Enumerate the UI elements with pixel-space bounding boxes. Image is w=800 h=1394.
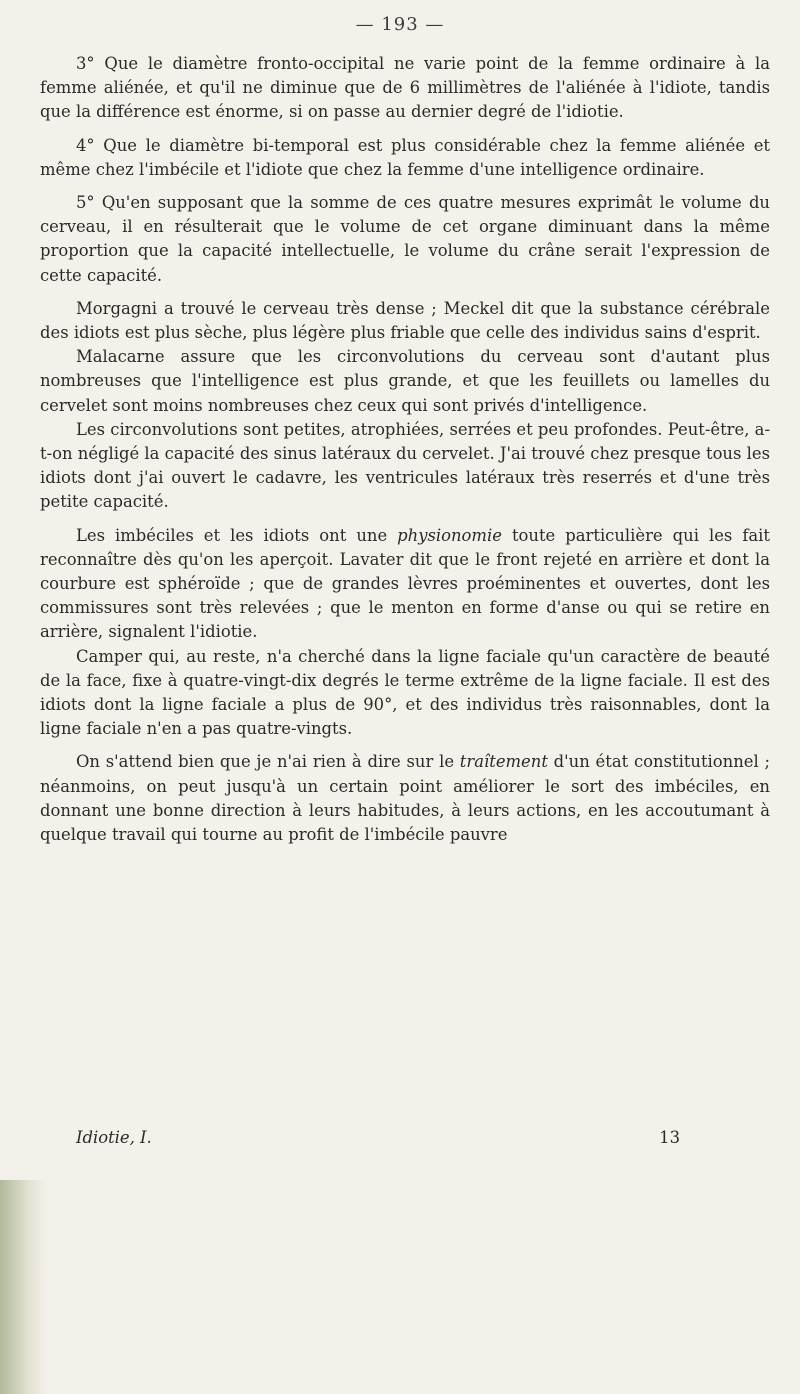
page-number: — 193 — [355,14,445,35]
paragraph-text: d'un état constitutionnel ; néanmoins, on peut jusqu'à un certain point améliorer le sort des imbéciles, en donnant une bonne direction à leurs habitudes, à leurs actions, en les accoutumant à quelque travail qui tourne au profit de l'imbécile pauvre [40,752,771,845]
scan-edge-shadow [0,1180,48,1394]
paragraph-text: On s'attend bien que je n'ai rien à dire sur le [76,752,460,772]
paragraph-traitement [40,750,770,847]
paragraph-text: Les imbéciles et les idiots ont une [76,525,398,545]
paragraph-physionomie [40,524,770,645]
paragraph-morgagni: Morgagni a trouvé le cerveau très dense ; Meckel dit que la substance cérébrale des idiots est plus sèche, plus légère plus friable que celle des individus sains d'esprit. [40,298,770,343]
paragraph-circonvolutions: Les circonvolutions sont petites, atrophiées, serrées et peu profondes. Peut-être, a-t-on négligé la capacité des sinus latéraux du cervelet. J'ai trouvé chez presque tous les idiots dont j'ai ouvert le cadavre, les ventricules latéraux très reserrés et d'une très petite capacité. [40,419,770,512]
paragraph-camper: Camper qui, au reste, n'a cherché dans la ligne faciale qu'un caractère de beauté de la face, fixe à quatre-vingt-dix degrés le terme extrême de la ligne faciale. Il est des idiots dont la ligne faciale a plus de 90°, et des individus très raisonnables, dont la ligne faciale n'en a pas quatre-vingts. [40,646,770,739]
emphasis-term: traîtement [459,752,548,772]
emphasis-term: physionomie [397,525,502,545]
body-text [40,52,770,847]
paragraph-item-4: 4° Que le diamètre bi-temporal est plus considérable chez la femme aliénée et même chez l'imbécile et l'idiote que chez la femme d'une intelligence ordinaire. [40,135,770,179]
page-footer [76,1126,680,1150]
paragraph-item-3: 3° Que le diamètre fronto-occipital ne varie point de la femme ordinaire à la femme aliénée, et qu'il ne diminue que de 6 millimètres de l'aliénée à l'idiote, tandis que la différence est énorme, si on passe au dernier degré de l'idiotie. [40,54,770,122]
paragraph-text: toute particulière qui les fait reconnaître dès qu'on les aperçoit. Lavater dit que le front rejeté en arrière et dont la courbure est sphéroïde ; que de grandes lèvres proéminentes et ouvertes, dont les commissures sont très relevées ; que le menton en forme d'anse ou qui se retire en arrière, signalent l'idiotie. [40,525,770,642]
signature-mark: Idiotie, I. [76,1128,152,1147]
paragraph-malacarne: Malacarne assure que les circonvolutions du cerveau sont d'autant plus nombreuses que l'intelligence est plus grande, et que les feuillets ou lamelles du cervelet sont moins nombreuses chez ceux qui sont privés d'intelligence. [40,347,770,415]
sheet-number: 13 [659,1128,680,1147]
paragraph-item-5: 5° Qu'en supposant que la somme de ces quatre mesures exprimât le volume du cerveau, il en résulterait que le volume de cet organe diminuant dans la même proportion que la capacité intellectuelle, le volume du crâne serait l'expression de cette capacité. [40,193,770,285]
